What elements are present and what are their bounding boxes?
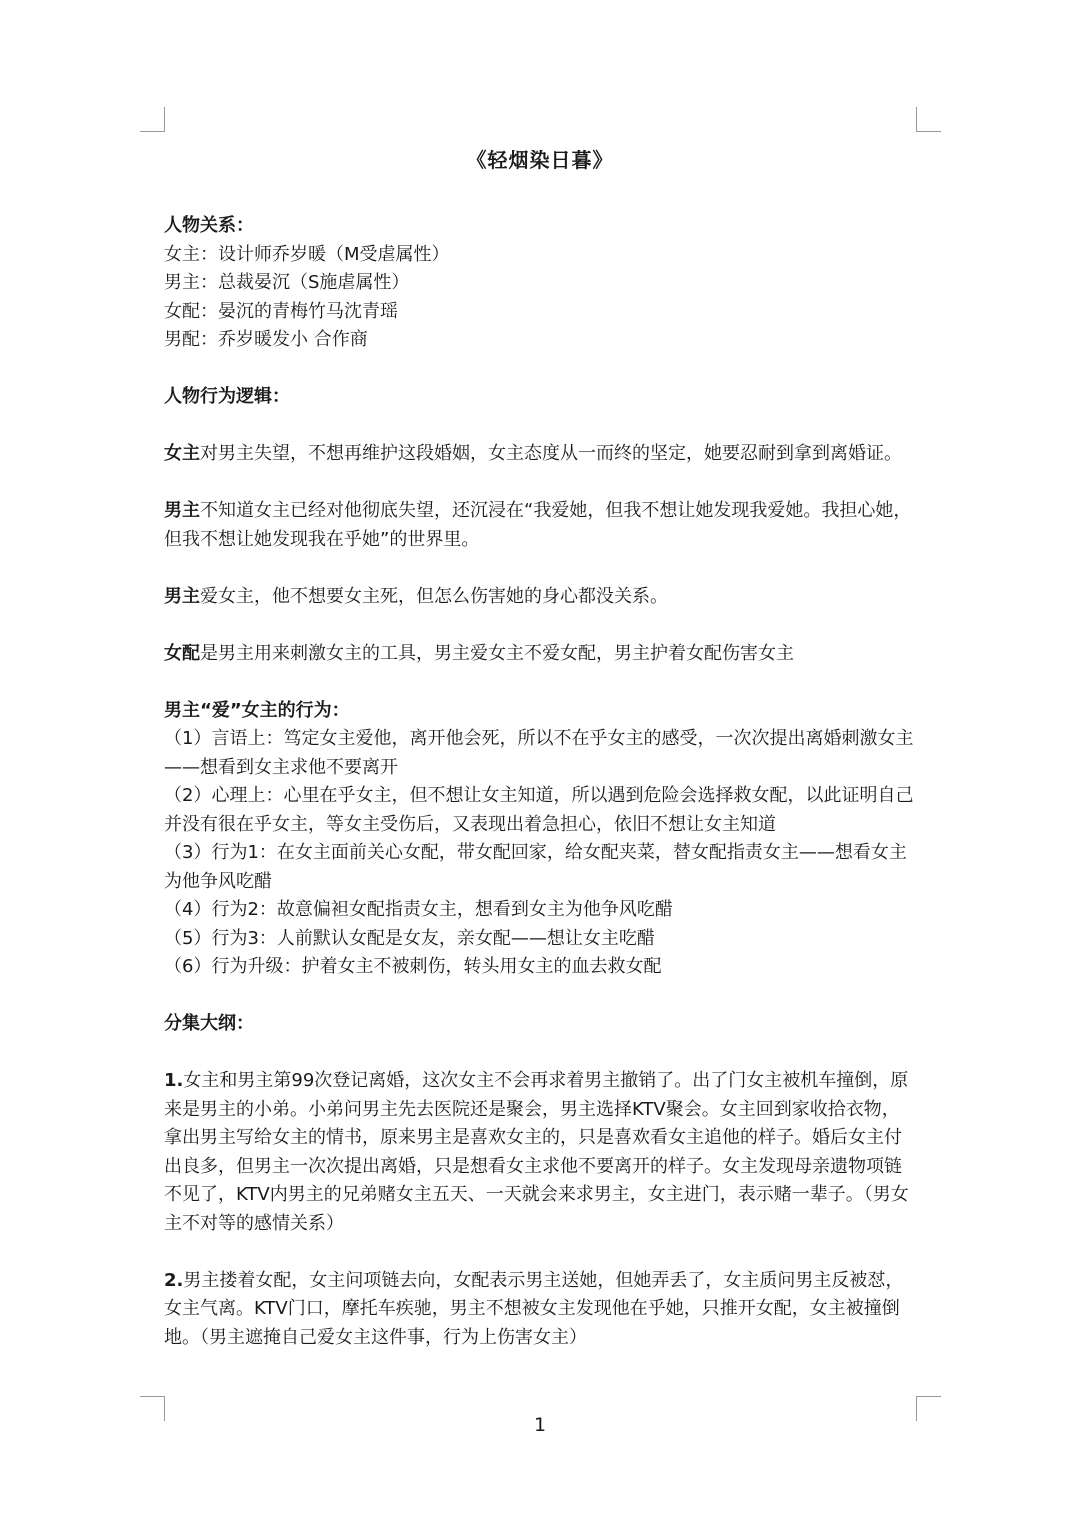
character-line: 男主：总裁晏沉（S施虐属性） [164,272,410,293]
behavior-item: （3）行为1：在女主面前关心女配，带女配回家，给女配夹菜，替女配指责女主——想看女主为他争风吃醋 [164,842,907,892]
episode-paragraph [164,1267,916,1353]
character-line: 男配：乔岁暖发小 合作商 [164,329,368,350]
episode-paragraph [164,1067,916,1238]
logic-text: 不知道女主已经对他彻底失望，还沉浸在“我爱她，但我不想让她发现我爱她。我担心她，但我不想让她发现我在乎她”的世界里。 [164,500,912,550]
logic-text: 是男主用来刺激女主的工具，男主爱女主不爱女配，男主护着女配伤害女主 [200,642,794,664]
episode-number: 2. [164,1269,184,1291]
document-title: 《轻烟染日暮》 [466,148,614,172]
logic-paragraph [164,440,916,469]
logic-lead: 男主 [164,585,200,607]
logic-lead: 女主 [164,443,200,464]
behavior-item: （1）言语上：笃定女主爱他，离开他会死，所以不在乎女主的感受，一次次提出离婚刺激女主——想看到女主求他不要离开 [164,728,914,778]
logic-heading: 人物行为逻辑： [164,386,290,407]
episode-text: 女主和男主第99次登记离婚，这次女主不会再求着男主撤销了。出了门女主被机车撞倒，原来是男主的小弟。小弟问男主先去医院还是聚会，男主选择KTV聚会。女主回到家收拾衣物，拿出男主写给女主的情书，原来男主是喜欢女主的，只是喜欢看女主追他的样子。婚后女主付出良多，但男主一次次提出离婚，只是想看女主求他不要离开的样子。女主发现母亲遗物项链不见了，KTV内男主的兄弟赌女主五天、一天就会来求男主，女主进门，表示赌一辈子。（男女主不对等的感情关系） [164,1070,909,1234]
character-line: 女主：设计师乔岁暖（M受虐属性） [164,243,450,265]
logic-lead: 女配 [164,642,200,664]
episode-number: 1. [164,1070,184,1091]
behavior-item: （4）行为2：故意偏袒女配指责女主，想看到女主为他争风吃醋 [164,899,673,920]
outline-heading: 分集大纲： [164,1013,254,1034]
behaviors-heading: 男主“爱”女主的行为： [164,699,350,721]
logic-lead: 男主 [164,500,200,521]
episode-text: 男主搂着女配，女主问项链去向，女配表示男主送她，但她弄丢了，女主质问男主反被怼，女主气离。KTV门口，摩托车疾驰，男主不想被女主发现他在乎她，只推开女配，女主被撞倒地。（男主遮掩自己爱女主这件事，行为上伤害女主） [164,1269,904,1348]
logic-text: 对男主失望，不想再维护这段婚姻，女主态度从一而终的坚定，她要忍耐到拿到离婚证。 [200,443,902,464]
logic-paragraph [164,583,916,612]
page-number: 1 [533,1414,547,1436]
characters-heading: 人物关系： [164,215,254,236]
document-body [164,212,916,1352]
behavior-item: （2）心理上：心里在乎女主，但不想让女主知道，所以遇到危险会选择救女配，以此证明自己并没有很在乎女主，等女主受伤后，又表现出着急担心，依旧不想让女主知道 [164,785,914,835]
behavior-item: （6）行为升级：护着女主不被刺伤，转头用女主的血去救女配 [164,956,662,977]
behavior-item: （5）行为3：人前默认女配是女友，亲女配——想让女主吃醋 [164,927,655,949]
crop-mark-top-right [916,107,941,132]
character-line: 女配：晏沉的青梅竹马沈青瑶 [164,300,398,322]
crop-mark-top-left [140,107,165,132]
logic-paragraph [164,640,916,669]
logic-text: 爱女主，他不想要女主死，但怎么伤害她的身心都没关系。 [200,585,668,607]
logic-paragraph [164,497,916,554]
